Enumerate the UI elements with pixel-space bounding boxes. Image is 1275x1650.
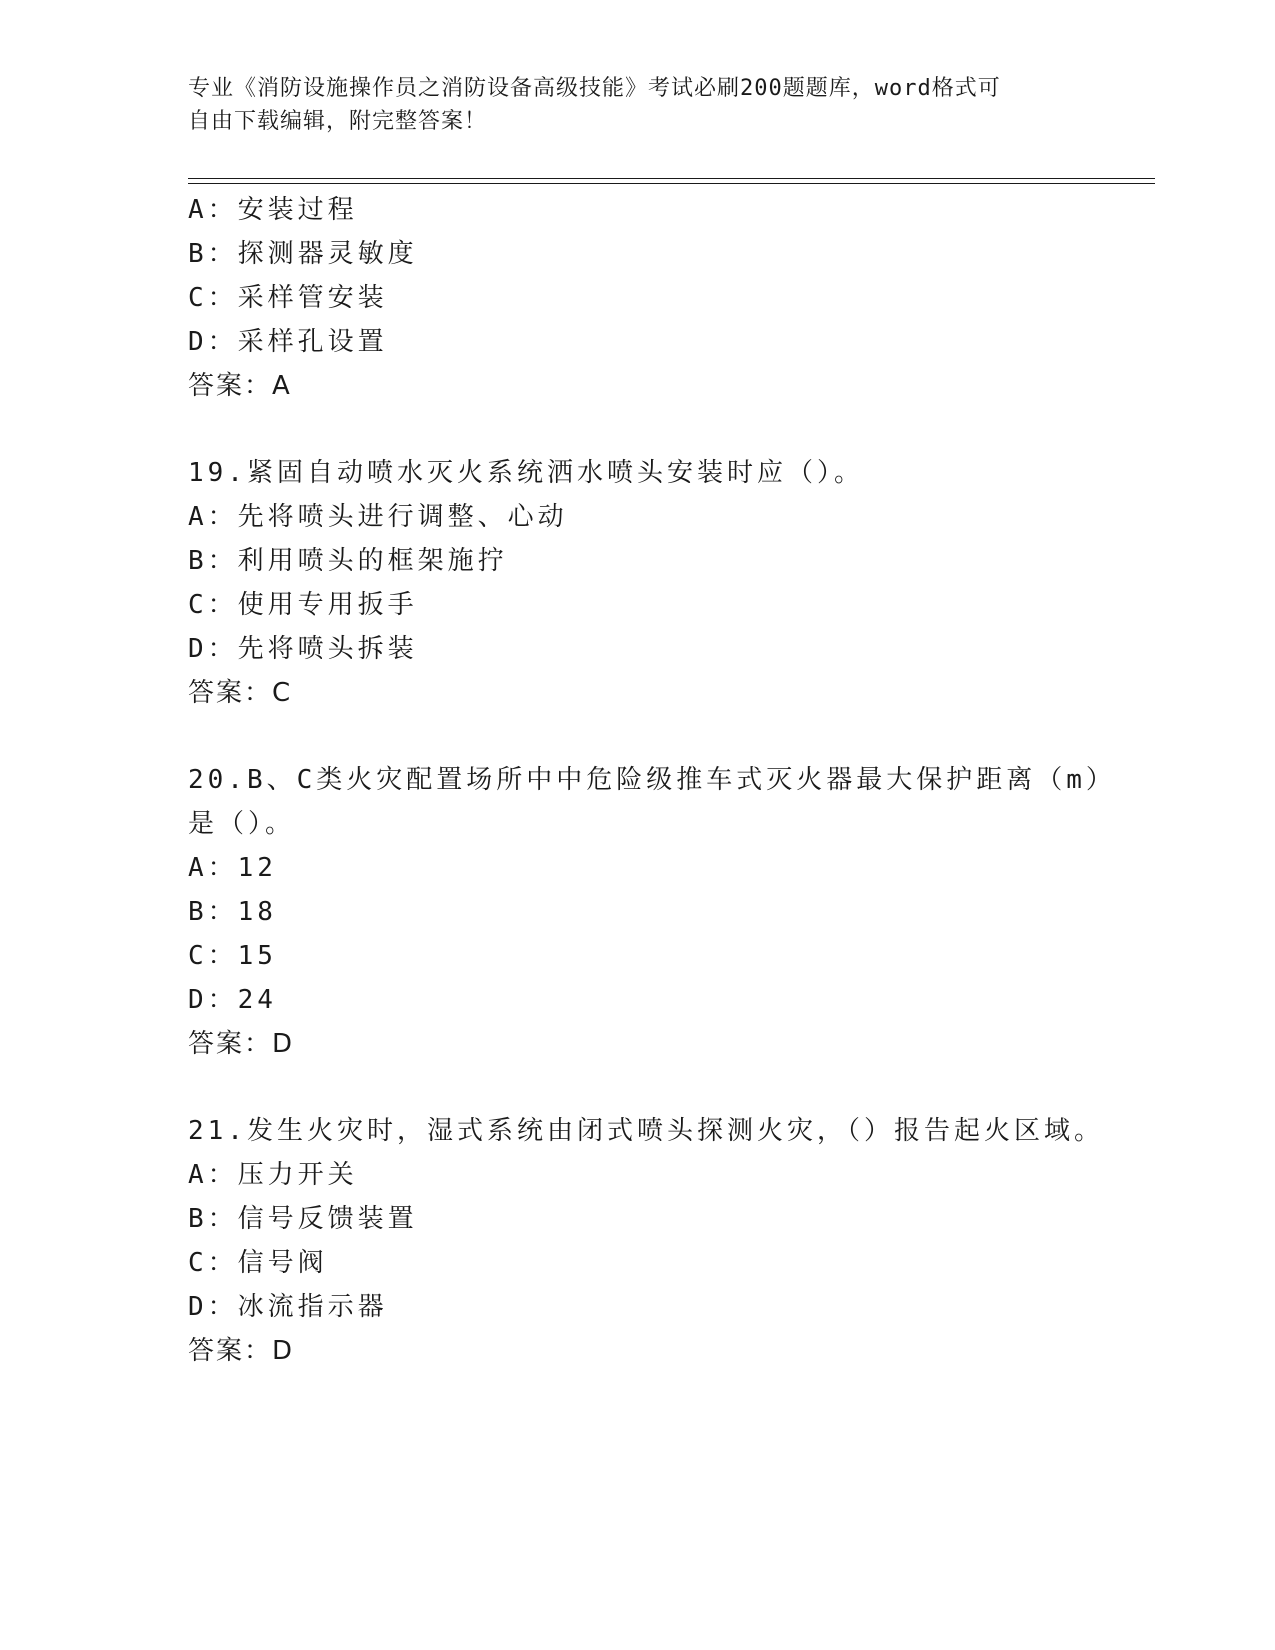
header-line-2: 自由下载编辑，附完整答案！ [188, 109, 488, 134]
q20-option-a: A：12 [188, 853, 277, 883]
q19-option-c: C：使用专用扳手 [188, 590, 418, 620]
q20-stem-line-2: 是（）。 [188, 809, 296, 839]
header-divider-bottom [188, 183, 1155, 184]
document-header [188, 72, 1088, 138]
q21-option-b: B：信号反馈装置 [188, 1204, 418, 1234]
q19-stem: 19.紧固自动喷水灭火系统洒水喷头安装时应（）。 [188, 458, 864, 488]
q20-stem-line-1: 20.B、C类火灾配置场所中中危险级推车式灭火器最大保护距离（m） [188, 765, 1116, 795]
q20-option-d: D：24 [188, 985, 277, 1015]
q18-answer: 答案：A [188, 371, 292, 401]
q20-answer: 答案：D [188, 1029, 295, 1059]
header-line-1: 专业《消防设施操作员之消防设备高级技能》考试必刷200题题库，word格式可 [188, 76, 1001, 101]
q18-option-d: D：采样孔设置 [188, 327, 388, 357]
q19-option-b: B：利用喷头的框架施拧 [188, 546, 508, 576]
q19-option-a: A：先将喷头进行调整、心动 [188, 502, 568, 532]
q18-option-c: C：采样管安装 [188, 283, 388, 313]
q21-answer: 答案：D [188, 1336, 295, 1366]
q20-option-c: C：15 [188, 941, 277, 971]
q21-option-a: A：压力开关 [188, 1160, 358, 1190]
q19-answer: 答案：C [188, 678, 293, 708]
q21-stem: 21.发生火灾时，湿式系统由闭式喷头探测火灾，（）报告起火区域。 [188, 1116, 1104, 1146]
header-divider-top [188, 178, 1155, 179]
q18-option-a: A：安装过程 [188, 195, 358, 225]
q21-option-c: C：信号阀 [188, 1248, 328, 1278]
q19-option-d: D：先将喷头拆装 [188, 634, 418, 664]
q18-option-b: B：探测器灵敏度 [188, 239, 418, 269]
q21-option-d: D：冰流指示器 [188, 1292, 388, 1322]
q20-option-b: B：18 [188, 897, 277, 927]
